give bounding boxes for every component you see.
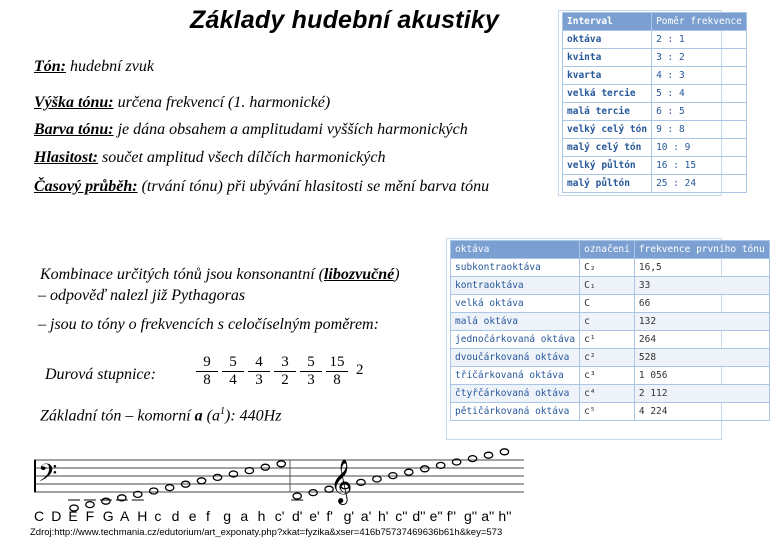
table-cell: oktáva	[563, 31, 652, 49]
note-name: g''	[464, 508, 478, 524]
table-cell: 264	[634, 331, 769, 349]
table-cell: tříčárkovaná oktáva	[451, 367, 580, 385]
table-row	[563, 103, 747, 121]
note-name: e	[188, 508, 197, 524]
note-name: d''	[412, 508, 426, 524]
note-name: e'	[309, 508, 320, 524]
table-row	[451, 277, 770, 295]
note-head	[261, 464, 269, 470]
table-cell: 4 : 3	[652, 67, 747, 85]
scale-label: Durová stupnice:	[45, 366, 156, 383]
table-cell: 9 : 8	[652, 121, 747, 139]
definition-0: Tón: hudební zvuk	[34, 58, 154, 75]
note-name: f''	[446, 508, 457, 524]
table-cell: kontraoktáva	[451, 277, 580, 295]
table-row	[563, 139, 747, 157]
note-name: E	[68, 508, 78, 524]
treble-clef-icon: 𝄞	[330, 459, 353, 503]
note-name: d'	[292, 508, 303, 524]
table-cell: 3 : 2	[652, 49, 747, 67]
note-name: C	[34, 508, 45, 524]
note-name: a'	[360, 508, 372, 524]
note-names	[34, 508, 734, 526]
source-citation: Zdroj:http://www.techmania.cz/edutorium/art_exponaty.php?xkat=fyzika&xser=416b75737469636b61h&key=573	[30, 527, 503, 538]
octave-table	[450, 240, 770, 421]
table-cell: 16 : 15	[652, 157, 747, 175]
note-name: h''	[498, 508, 512, 524]
table-cell: dvoučárkovaná oktáva	[451, 349, 580, 367]
note-head	[373, 476, 381, 482]
definition-2: Barva tónu: je dána obsahem a amplitudami vyšších harmonických	[34, 121, 468, 138]
note-name: c''	[395, 508, 408, 524]
table-row	[451, 313, 770, 331]
table-cell: subkontraoktáva	[451, 259, 580, 277]
table-cell: jednočárkovaná oktáva	[451, 331, 580, 349]
table-cell: 16,5	[634, 259, 769, 277]
page-title: Základy hudební akustiky	[190, 6, 500, 34]
note-name: c	[154, 508, 162, 524]
table-cell: velký půltón	[563, 157, 652, 175]
table-row	[563, 49, 747, 67]
table-cell: C	[580, 295, 635, 313]
note-head	[421, 466, 429, 472]
table-row	[563, 175, 747, 193]
table-cell: c³	[580, 367, 635, 385]
note-head	[150, 488, 158, 494]
table-cell: velká oktáva	[451, 295, 580, 313]
definition-1: Výška tónu: určena frekvencí (1. harmonické)	[34, 94, 331, 111]
table-cell: 4 224	[634, 403, 769, 421]
note-name: d	[171, 508, 180, 524]
note-name: f'	[326, 508, 333, 524]
consonance-line-2: – odpověď nalezl již Pythagoras	[38, 287, 246, 304]
table-cell: 66	[634, 295, 769, 313]
table-cell: malý celý tón	[563, 139, 652, 157]
table-cell: 5 : 4	[652, 85, 747, 103]
table-cell: 33	[634, 277, 769, 295]
note-head	[86, 502, 94, 508]
definition-3: Hlasitost: součet amplitud všech dílčích harmonických	[34, 149, 386, 166]
fraction-0: 9 8	[196, 354, 218, 389]
table-cell: malá oktáva	[451, 313, 580, 331]
table-cell: c⁴	[580, 385, 635, 403]
note-head	[197, 478, 205, 484]
staff-lines	[34, 460, 524, 492]
table-cell: 1 056	[634, 367, 769, 385]
table-cell: kvinta	[563, 49, 652, 67]
notes	[68, 449, 509, 511]
note-name: F	[85, 508, 95, 524]
fraction-5: 15 8	[326, 354, 348, 389]
note-name: G	[102, 508, 114, 524]
note-head	[277, 461, 285, 467]
table-row	[451, 259, 770, 277]
table-row	[563, 31, 747, 49]
fraction-1: 5 4	[222, 354, 244, 389]
table-row	[451, 349, 770, 367]
note-name: g	[223, 508, 231, 524]
table-cell: malá tercie	[563, 103, 652, 121]
octave_table-header-0: oktáva	[451, 241, 580, 259]
table-cell: C₂	[580, 259, 635, 277]
note-name: a	[240, 508, 249, 524]
note-head	[102, 498, 110, 504]
note-name: A	[120, 508, 130, 524]
note-name: c'	[274, 508, 285, 524]
table-row	[451, 367, 770, 385]
table-cell: c¹	[580, 331, 635, 349]
table-row	[451, 331, 770, 349]
table-cell: velký celý tón	[563, 121, 652, 139]
table-row	[451, 295, 770, 313]
fraction-3: 3 2	[274, 354, 296, 389]
note-name: D	[51, 508, 62, 524]
table-cell: c	[580, 313, 635, 331]
table-row	[451, 385, 770, 403]
table-cell: 2 : 1	[652, 31, 747, 49]
note-name: h'	[378, 508, 389, 524]
fraction-2: 4 3	[248, 354, 270, 389]
table-cell: malý půltón	[563, 175, 652, 193]
bass-clef-icon: 𝄢	[38, 459, 58, 494]
table-cell: c²	[580, 349, 635, 367]
table-cell: C₁	[580, 277, 635, 295]
table-cell: 6 : 5	[652, 103, 747, 121]
octave_table-header-1: označení	[580, 241, 635, 259]
table-cell: 2 112	[634, 385, 769, 403]
interval_table-header-0: Interval	[563, 13, 652, 31]
table-row	[563, 67, 747, 85]
fraction-last: 2	[356, 362, 364, 378]
table-cell: 25 : 24	[652, 175, 747, 193]
fraction-4: 5 3	[300, 354, 322, 389]
table-cell: pětičárkovaná oktáva	[451, 403, 580, 421]
note-head	[213, 474, 221, 480]
note-head	[165, 485, 173, 491]
table-row	[563, 85, 747, 103]
table-cell: 132	[634, 313, 769, 331]
note-head	[405, 469, 413, 475]
table-row	[563, 121, 747, 139]
interval_table-header-1: Poměr frekvence	[652, 13, 747, 31]
note-head	[484, 452, 492, 458]
table-cell: 528	[634, 349, 769, 367]
base-tone: Základní tón – komorní a $(a^1)$: 440Hz	[40, 406, 282, 425]
table-cell: čtyřčárkovaná oktáva	[451, 385, 580, 403]
consonance-line-1: Kombinace určitých tónů jsou konsonantní (libozvučné)	[40, 266, 400, 283]
note-name: H	[137, 508, 148, 524]
table-row	[563, 157, 747, 175]
table-cell: kvarta	[563, 67, 652, 85]
note-name: h	[257, 508, 266, 524]
table-row	[451, 403, 770, 421]
note-head	[468, 456, 476, 462]
table-cell: 10 : 9	[652, 139, 747, 157]
table-cell: c⁵	[580, 403, 635, 421]
octave_table-header-2: frekvence prvního tónu	[634, 241, 769, 259]
note-head	[293, 493, 301, 499]
table-cell: velká tercie	[563, 85, 652, 103]
note-name: f	[206, 508, 210, 524]
interval-table	[562, 12, 747, 193]
note-name: a''	[481, 508, 495, 524]
definition-4: Časový průběh: (trvání tónu) při ubývání hlasitosti se mění barva tónu	[34, 178, 490, 195]
note-name: g'	[343, 508, 355, 524]
note-name: e''	[429, 508, 443, 524]
consonance-line-3: – jsou to tóny o frekvencích s celočíselným poměrem:	[38, 316, 379, 333]
note-head	[309, 490, 317, 496]
note-head	[500, 449, 508, 455]
